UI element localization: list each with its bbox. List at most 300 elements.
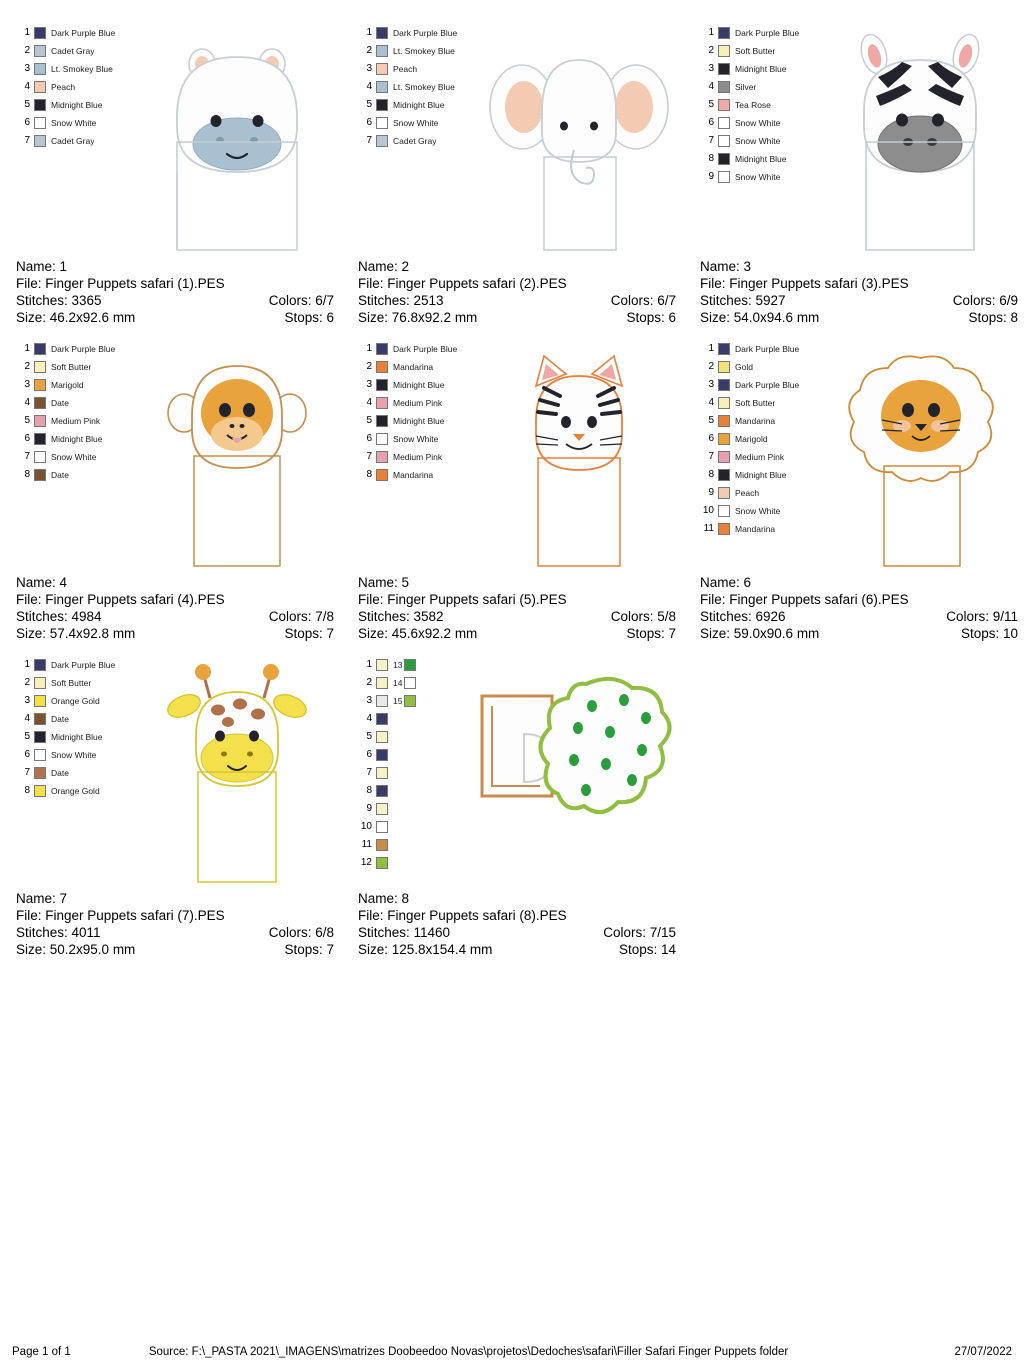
- color-swatch: [34, 361, 46, 373]
- legend-index: 5: [366, 415, 372, 426]
- legend-label: Date: [51, 768, 69, 778]
- design-file: File: Finger Puppets safari (3).PES: [700, 276, 909, 291]
- legend-label: Soft Butter: [51, 678, 92, 688]
- design-size: Size: 76.8x92.2 mm: [358, 310, 478, 325]
- legend-label: Dark Purple Blue: [393, 28, 458, 38]
- legend-row: [358, 114, 468, 132]
- legend-label: Silver: [735, 82, 757, 92]
- legend-row: [16, 24, 126, 42]
- legend-index: 10: [702, 505, 714, 516]
- color-swatch: [718, 171, 730, 183]
- legend-index: 7: [708, 451, 714, 462]
- legend-label: Mandarina: [735, 416, 776, 426]
- design-file: File: Finger Puppets safari (2).PES: [358, 276, 567, 291]
- color-swatch: [718, 117, 730, 129]
- legend-label: Snow White: [393, 118, 439, 128]
- legend-row: [358, 692, 468, 710]
- legend-index: 2: [366, 361, 372, 372]
- design-info-6: [698, 574, 1024, 642]
- design-colors: Colors: 5/8: [610, 609, 676, 624]
- design-preview-1: [14, 16, 344, 256]
- legend-row: [16, 674, 126, 692]
- color-swatch: [376, 81, 388, 93]
- legend-index: 8: [366, 469, 372, 480]
- design-file: File: Finger Puppets safari (1).PES: [16, 276, 225, 291]
- legend-label: Mandarina: [393, 470, 434, 480]
- color-swatch: [34, 451, 46, 463]
- legend-row: [358, 728, 468, 746]
- legend-row: [16, 692, 126, 710]
- legend-row: [16, 710, 126, 728]
- design-grid: [14, 10, 1018, 958]
- color-swatch: [376, 45, 388, 57]
- design-size: Size: 59.0x90.6 mm: [700, 626, 820, 641]
- color-swatch: [34, 45, 46, 57]
- legend-index: 2: [24, 677, 30, 688]
- legend-row: [700, 24, 810, 42]
- legend-label: Midnight Blue: [735, 154, 787, 164]
- legend-row: [700, 502, 810, 520]
- color-swatch: [34, 81, 46, 93]
- color-swatch: [34, 677, 46, 689]
- legend-label: 13: [393, 660, 403, 670]
- legend-row: [16, 114, 126, 132]
- legend-row: [358, 836, 468, 854]
- legend-label: Orange Gold: [51, 786, 100, 796]
- legend-label: Midnight Blue: [51, 100, 103, 110]
- legend-label: Dark Purple Blue: [51, 28, 116, 38]
- legend-row: [358, 710, 468, 728]
- color-swatch: [34, 433, 46, 445]
- design-size: Size: 50.2x95.0 mm: [16, 942, 136, 957]
- legend-index: 6: [366, 117, 372, 128]
- design-stops: Stops: 7: [626, 626, 676, 641]
- legend-index: 3: [366, 695, 372, 706]
- legend-index: 3: [366, 379, 372, 390]
- legend-label: Midnight Blue: [393, 380, 445, 390]
- legend-row: [358, 24, 468, 42]
- legend-index: 1: [366, 27, 372, 38]
- color-swatch: [34, 469, 46, 481]
- color-swatch: [718, 523, 730, 535]
- legend-index: 5: [24, 415, 30, 426]
- color-swatch: [34, 785, 46, 797]
- legend-label: Midnight Blue: [735, 64, 787, 74]
- color-swatch: [376, 713, 388, 725]
- legend-label: Midnight Blue: [51, 732, 103, 742]
- color-legend-5: [358, 340, 468, 484]
- design-info-5: [356, 574, 698, 642]
- legend-row: [16, 728, 126, 746]
- legend-row: [16, 132, 126, 150]
- legend-row: [700, 42, 810, 60]
- legend-row: [16, 78, 126, 96]
- design-name: Name: 4: [16, 575, 68, 590]
- design-name: Name: 3: [700, 259, 752, 274]
- legend-label: Dark Purple Blue: [735, 344, 800, 354]
- legend-row: [358, 60, 468, 78]
- color-swatch: [376, 857, 388, 869]
- design-stitches: Stitches: 6926: [700, 609, 786, 624]
- legend-label: Peach: [735, 488, 760, 498]
- embroidery-art-tree-holder: [474, 654, 684, 884]
- color-swatch: [718, 45, 730, 57]
- legend-row: [358, 96, 468, 114]
- legend-row: [700, 520, 810, 538]
- legend-row: [700, 114, 810, 132]
- legend-index: 8: [366, 785, 372, 796]
- design-preview-6: [698, 332, 1024, 572]
- color-swatch: [34, 415, 46, 427]
- color-swatch: [34, 63, 46, 75]
- design-colors: Colors: 6/9: [952, 293, 1018, 308]
- design-preview-4: [14, 332, 344, 572]
- design-info-2: [356, 258, 698, 326]
- legend-label: Dark Purple Blue: [735, 380, 800, 390]
- color-swatch: [376, 695, 388, 707]
- source-path: Source: F:\_PASTA 2021\_IMAGENS\matrizes Doobeedoo Novas\projetos\Dedoches\safari\Filler Safari Finger Puppets folder: [148, 1346, 789, 1358]
- color-swatch: [34, 397, 46, 409]
- legend-label: Tea Rose: [735, 100, 771, 110]
- design-card-5: [356, 326, 698, 642]
- color-swatch: [718, 433, 730, 445]
- design-card-8: [356, 642, 698, 958]
- embroidery-art-monkey: [132, 338, 342, 568]
- legend-label: Date: [51, 470, 69, 480]
- legend-label: Medium Pink: [393, 452, 443, 462]
- color-swatch: [376, 785, 388, 797]
- color-swatch: [376, 839, 388, 851]
- legend-row: [700, 412, 810, 430]
- legend-row: [700, 132, 810, 150]
- legend-label: Dark Purple Blue: [51, 344, 116, 354]
- legend-label: Mandarina: [393, 362, 434, 372]
- legend-label: Snow White: [735, 172, 781, 182]
- design-colors: Colors: 7/15: [603, 925, 676, 940]
- legend-label: 14: [393, 678, 403, 688]
- legend-index: 3: [708, 63, 714, 74]
- legend-index: 12: [360, 857, 372, 868]
- color-swatch: [376, 659, 388, 671]
- legend-label: Marigold: [51, 380, 84, 390]
- design-size: Size: 54.0x94.6 mm: [700, 310, 820, 325]
- legend-index: 7: [366, 767, 372, 778]
- color-swatch: [376, 343, 388, 355]
- color-swatch: [376, 415, 388, 427]
- design-preview-3: [698, 16, 1024, 256]
- legend-index: 4: [708, 397, 714, 408]
- color-swatch: [376, 63, 388, 75]
- legend-index: 7: [24, 135, 30, 146]
- design-colors: Colors: 9/11: [946, 609, 1018, 624]
- legend-index: 11: [361, 839, 372, 850]
- design-file: File: Finger Puppets safari (8).PES: [358, 908, 567, 923]
- design-size: Size: 57.4x92.8 mm: [16, 626, 136, 641]
- color-swatch: [34, 99, 46, 111]
- legend-index: 4: [366, 397, 372, 408]
- legend-label: Dark Purple Blue: [393, 344, 458, 354]
- color-swatch: [34, 767, 46, 779]
- legend-index: 6: [366, 433, 372, 444]
- design-card-1: [14, 10, 356, 326]
- legend-row: [16, 42, 126, 60]
- color-swatch: [718, 27, 730, 39]
- legend-row: [16, 340, 126, 358]
- legend-label: Dark Purple Blue: [735, 28, 800, 38]
- legend-label: Dark Purple Blue: [51, 660, 116, 670]
- design-stitches: Stitches: 4011: [16, 925, 101, 940]
- legend-index: 5: [708, 415, 714, 426]
- color-swatch: [718, 361, 730, 373]
- legend-label: Cadet Gray: [51, 46, 95, 56]
- design-preview-8: [356, 648, 686, 888]
- color-swatch: [34, 731, 46, 743]
- design-stitches: Stitches: 3365: [16, 293, 102, 308]
- color-swatch: [34, 749, 46, 761]
- color-legend-3: [700, 24, 810, 186]
- color-swatch: [718, 99, 730, 111]
- design-card-4: [14, 326, 356, 642]
- color-swatch: [376, 27, 388, 39]
- legend-index: 4: [366, 81, 372, 92]
- legend-row: [700, 394, 810, 412]
- legend-index: 6: [24, 749, 30, 760]
- legend-index: 6: [708, 117, 714, 128]
- color-swatch: [718, 487, 730, 499]
- legend-label: Soft Butter: [735, 398, 776, 408]
- legend-row: [16, 96, 126, 114]
- legend-label: Snow White: [51, 452, 97, 462]
- legend-row: [16, 466, 126, 484]
- legend-row: [358, 412, 468, 430]
- legend-label: Cadet Gray: [393, 136, 437, 146]
- legend-row: [700, 430, 810, 448]
- legend-index: 11: [703, 523, 714, 534]
- legend-label: Mandarina: [735, 524, 776, 534]
- legend-index: 9: [708, 487, 714, 498]
- legend-row: [16, 764, 126, 782]
- legend-index: 3: [24, 379, 30, 390]
- color-swatch: [376, 117, 388, 129]
- legend-label: Snow White: [393, 434, 439, 444]
- legend-label: Soft Butter: [51, 362, 92, 372]
- legend-row: [700, 150, 810, 168]
- legend-label: Peach: [51, 82, 76, 92]
- legend-index: 1: [708, 27, 714, 38]
- embroidery-art-tiger: [474, 338, 684, 568]
- legend-index: 7: [366, 135, 372, 146]
- design-preview-7: [14, 648, 344, 888]
- legend-row: [16, 376, 126, 394]
- legend-row: [700, 340, 810, 358]
- design-file: File: Finger Puppets safari (7).PES: [16, 908, 225, 923]
- color-legend-7: [16, 656, 126, 800]
- legend-row: [358, 818, 468, 836]
- legend-row: [358, 132, 468, 150]
- design-colors: Colors: 6/7: [268, 293, 334, 308]
- color-swatch-secondary: [404, 695, 416, 707]
- color-swatch: [718, 451, 730, 463]
- legend-row: [358, 448, 468, 466]
- page-number: Page 1 of 1: [12, 1346, 71, 1358]
- legend-label: Snow White: [735, 136, 781, 146]
- legend-label: Snow White: [735, 118, 781, 128]
- color-swatch-secondary: [404, 659, 416, 671]
- legend-row: [700, 60, 810, 78]
- design-info-3: [698, 258, 1024, 326]
- design-info-1: [14, 258, 356, 326]
- legend-index: 4: [24, 713, 30, 724]
- legend-label: Medium Pink: [735, 452, 785, 462]
- design-size: Size: 45.6x92.2 mm: [358, 626, 478, 641]
- legend-index: 9: [708, 171, 714, 182]
- legend-index: 2: [366, 45, 372, 56]
- legend-index: 1: [366, 659, 372, 670]
- legend-index: 1: [24, 27, 30, 38]
- design-name: Name: 1: [16, 259, 68, 274]
- legend-index: 4: [24, 397, 30, 408]
- legend-index: 5: [24, 731, 30, 742]
- legend-index: 4: [366, 713, 372, 724]
- color-swatch: [376, 469, 388, 481]
- design-stitches: Stitches: 2513: [358, 293, 444, 308]
- legend-index: 3: [708, 379, 714, 390]
- legend-index: 1: [708, 343, 714, 354]
- embroidery-art-hippo: [132, 22, 342, 252]
- legend-row: [700, 168, 810, 186]
- color-swatch: [34, 379, 46, 391]
- legend-index: 7: [708, 135, 714, 146]
- legend-index: 8: [24, 469, 30, 480]
- legend-row: [358, 764, 468, 782]
- design-colors: Colors: 6/7: [610, 293, 676, 308]
- design-stops: Stops: 7: [284, 626, 334, 641]
- legend-label: Gold: [735, 362, 753, 372]
- color-swatch: [376, 767, 388, 779]
- design-stops: Stops: 14: [618, 942, 676, 957]
- legend-index: 3: [366, 63, 372, 74]
- color-swatch-secondary: [404, 677, 416, 689]
- design-info-8: [356, 890, 698, 958]
- design-name: Name: 5: [358, 575, 410, 590]
- legend-index: 1: [366, 343, 372, 354]
- legend-index: 8: [708, 153, 714, 164]
- legend-index: 8: [24, 785, 30, 796]
- legend-index: 5: [708, 99, 714, 110]
- color-swatch: [376, 361, 388, 373]
- design-stops: Stops: 6: [626, 310, 676, 325]
- legend-row: [700, 358, 810, 376]
- legend-label: Orange Gold: [51, 696, 100, 706]
- color-swatch: [718, 379, 730, 391]
- color-swatch: [34, 659, 46, 671]
- design-stops: Stops: 6: [284, 310, 334, 325]
- legend-label: Lt. Smokey Blue: [393, 82, 455, 92]
- legend-row: [358, 466, 468, 484]
- color-swatch: [718, 469, 730, 481]
- design-stitches: Stitches: 3582: [358, 609, 444, 624]
- legend-row: [358, 358, 468, 376]
- color-swatch: [376, 677, 388, 689]
- legend-row: [358, 656, 468, 674]
- color-swatch: [34, 135, 46, 147]
- legend-label: Midnight Blue: [51, 434, 103, 444]
- legend-row: [358, 800, 468, 818]
- color-swatch: [376, 379, 388, 391]
- color-swatch: [376, 433, 388, 445]
- design-info-7: [14, 890, 356, 958]
- color-swatch: [718, 397, 730, 409]
- legend-index: 2: [24, 361, 30, 372]
- color-swatch: [376, 397, 388, 409]
- legend-label: Snow White: [735, 506, 781, 516]
- legend-row: [16, 358, 126, 376]
- design-info-4: [14, 574, 356, 642]
- legend-index: 1: [24, 343, 30, 354]
- legend-row: [700, 448, 810, 466]
- legend-row: [358, 42, 468, 60]
- color-swatch: [376, 803, 388, 815]
- color-swatch: [718, 81, 730, 93]
- legend-label: Midnight Blue: [735, 470, 787, 480]
- legend-label: Date: [51, 398, 69, 408]
- legend-row: [16, 782, 126, 800]
- legend-row: [16, 412, 126, 430]
- design-file: File: Finger Puppets safari (5).PES: [358, 592, 567, 607]
- design-file: File: Finger Puppets safari (4).PES: [16, 592, 225, 607]
- legend-row: [358, 78, 468, 96]
- color-swatch: [376, 451, 388, 463]
- color-swatch: [34, 695, 46, 707]
- legend-index: 10: [360, 821, 372, 832]
- embroidery-art-lion: [816, 338, 1024, 568]
- legend-row: [358, 340, 468, 358]
- legend-index: 8: [708, 469, 714, 480]
- color-swatch: [34, 117, 46, 129]
- legend-row: [16, 656, 126, 674]
- legend-row: [358, 674, 468, 692]
- color-swatch: [34, 343, 46, 355]
- color-swatch: [718, 415, 730, 427]
- legend-label: Marigold: [735, 434, 768, 444]
- legend-index: 4: [24, 81, 30, 92]
- print-date: 27/07/2022: [954, 1346, 1012, 1358]
- legend-row: [358, 782, 468, 800]
- legend-row: [16, 394, 126, 412]
- legend-row: [358, 854, 468, 872]
- legend-label: Soft Butter: [735, 46, 776, 56]
- design-card-3: [698, 10, 1024, 326]
- design-file: File: Finger Puppets safari (6).PES: [700, 592, 909, 607]
- design-card-6: [698, 326, 1024, 642]
- legend-index: 3: [24, 63, 30, 74]
- legend-row: [700, 96, 810, 114]
- color-swatch: [376, 731, 388, 743]
- legend-label: Snow White: [51, 750, 97, 760]
- legend-index: 5: [24, 99, 30, 110]
- color-swatch: [34, 713, 46, 725]
- design-card-7: [14, 642, 356, 958]
- color-swatch: [376, 821, 388, 833]
- legend-row: [700, 466, 810, 484]
- legend-row: [358, 430, 468, 448]
- color-swatch: [718, 505, 730, 517]
- legend-index: 7: [24, 767, 30, 778]
- color-swatch: [376, 99, 388, 111]
- design-preview-5: [356, 332, 686, 572]
- color-swatch: [376, 749, 388, 761]
- legend-label: Cadet Gray: [51, 136, 95, 146]
